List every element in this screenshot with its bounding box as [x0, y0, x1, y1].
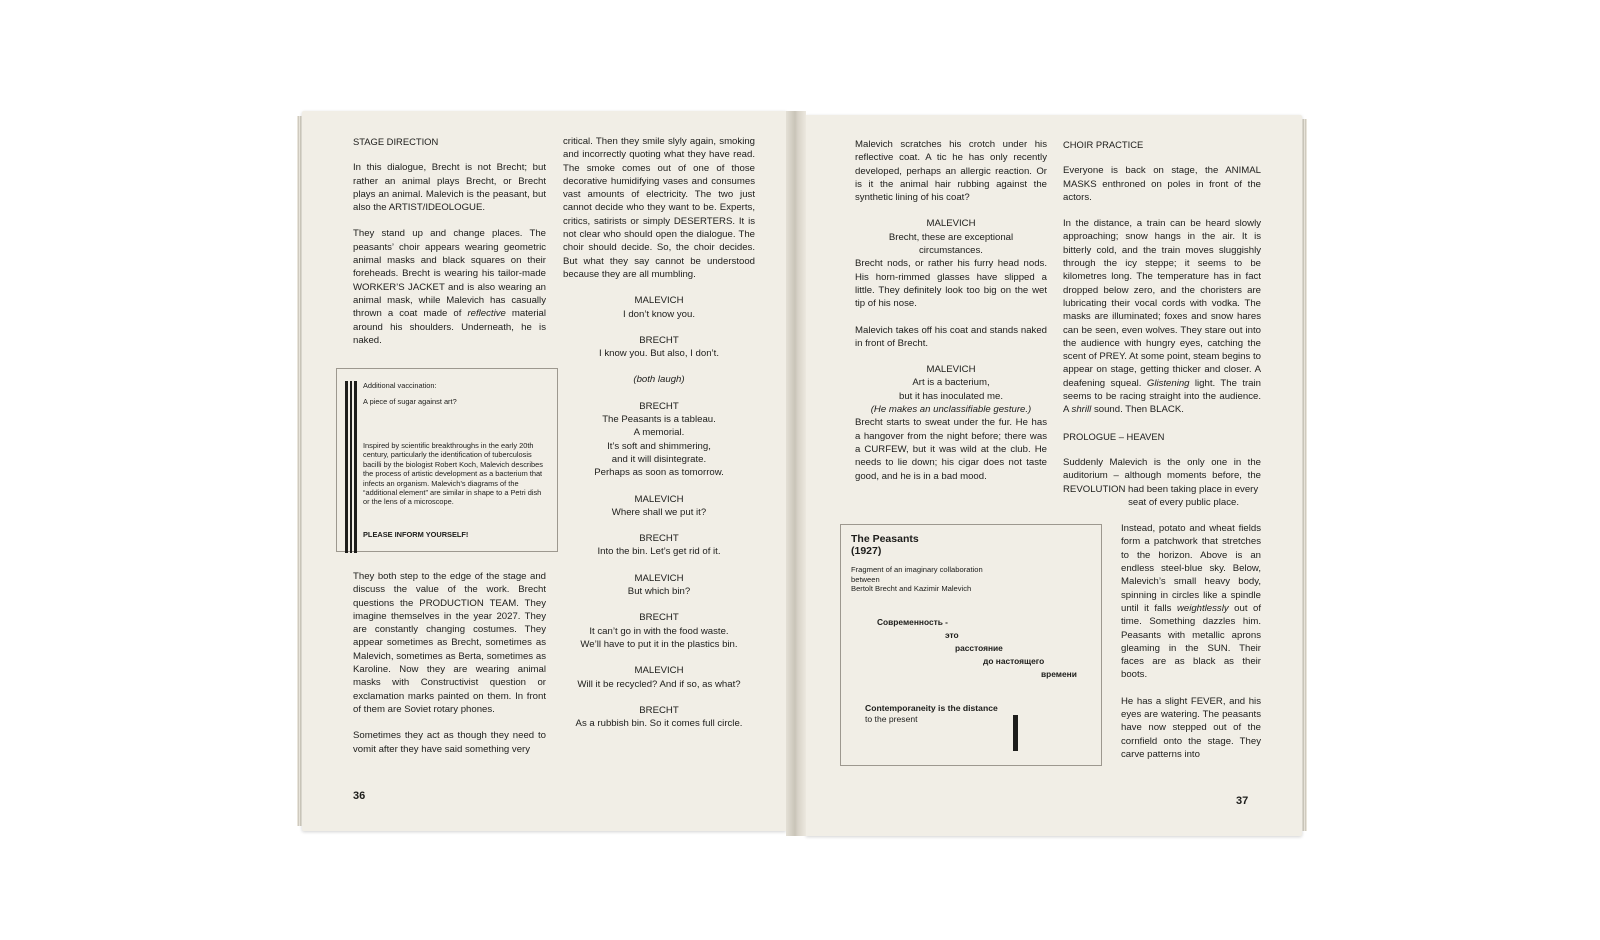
- speaker-name: MALEVICH: [634, 493, 684, 505]
- dialogue-line: It’s soft and shimmering,: [607, 440, 711, 452]
- dialogue-line: A memorial.: [633, 427, 685, 439]
- dialogue-line: Will it be recycled? And if so, as what?: [577, 678, 741, 690]
- paragraph: Everyone is back on stage, the ANIMAL MASKS enthroned on poles in front of the actors.: [1063, 165, 1261, 203]
- dialogue-line: Into the bin. Let’s get rid of it.: [597, 546, 721, 558]
- page-number-left: 36: [353, 790, 366, 802]
- dialogue-block: [563, 532, 755, 559]
- speaker-name: MALEVICH: [926, 218, 976, 230]
- paragraph: Sometimes they act as though they need to vomit after they have said something very: [353, 730, 546, 755]
- dialogue-block: [563, 493, 755, 520]
- dialogue-line: Perhaps as soon as tomorrow.: [594, 467, 724, 479]
- speaker-name: BRECHT: [639, 400, 679, 412]
- box-body: Inspired by scientific breakthroughs in the early 20th century, particularly the identification of tuberculosis bacilli by the biologist Robert Koch, Malevich describes the process of artistic development as a bacterium that infects an organism. Malevich’s diagrams of the “additional element” are similar in shape to a Petri dish or the lens of a microscope.: [363, 441, 543, 507]
- stage-direction: (He makes an unclassifiable gesture.): [870, 404, 1032, 416]
- box-cta: PLEASE INFORM YOURSELF!: [363, 530, 469, 539]
- box-subtitle: Fragment of an imaginary collaboration between Bertolt Brecht and Kazimir Malevich: [851, 565, 983, 594]
- box-subtitle: A piece of sugar against art?: [363, 397, 457, 406]
- russian-phrase-2: это: [945, 630, 959, 640]
- dialogue-line: As a rubbish bin. So it comes full circle.: [575, 718, 743, 730]
- paragraph: In the distance, a train can be heard slowly approaching; snow hangs in the air. It is bitterly cold, and the train moves sluggishly through the icy steppe; it seems to be kilometres long. The temperature has in fact dropped below zero, and the choristers are lubricating their vocal cords with vodka. The masks are illuminated; foxes and snow hares can be seen, even wolves. They stare out into the audience with hungry eyes, catching the scent of PREY. At some point, steam begins to appear on stage, getting thicker and closer. A deafening squeal. Glistening light. The train seems to be racing straight into the audience. A shrill sound. Then BLACK.: [1063, 218, 1261, 416]
- dialogue-line: It can’t go in with the food waste.: [589, 625, 729, 637]
- dialogue-block: [855, 363, 1047, 416]
- paragraph: Brecht nods, or rather his furry head nods. His horn-rimmed glasses have slipped a little. They definitely look too big on the wet tip of his nose.: [855, 258, 1047, 310]
- dialogue-line: Art is a bacterium,: [912, 377, 990, 389]
- left-column-1: [353, 135, 546, 360]
- dialogue-line: Brecht, these are exceptional: [888, 231, 1014, 243]
- paragraph: Malevich takes off his coat and stands naked in front of Brecht.: [855, 324, 1047, 349]
- dialogue-line: The Peasants is a tableau.: [602, 414, 716, 426]
- dialogue-line: We’ll have to put it in the plastics bin.: [580, 638, 738, 650]
- box-title: The Peasants (1927): [851, 533, 919, 557]
- left-column-1-lower: [353, 570, 546, 756]
- prologue-heading: PROLOGUE – HEAVEN: [1063, 430, 1165, 442]
- speaker-name: MALEVICH: [634, 572, 684, 584]
- dialogue-block: [563, 704, 755, 731]
- page-number-right: 37: [1236, 795, 1249, 807]
- dialogue-block: [563, 373, 755, 386]
- paragraph: Instead, potato and wheat fields form a patchwork that stretches to the horizon. Above is an endless steel-blue sky. Below, Malevich’s small heavy body, spinning in circles like a spindle until it falls weightlessly out of time. Something dazzles him. Peasants with metallic aprons gleaming in the SUN. Their faces are as black as their boots.: [1121, 523, 1261, 681]
- speaker-name: BRECHT: [639, 533, 679, 545]
- russian-phrase-3: расстояние: [955, 643, 1003, 653]
- book-gutter: [786, 111, 806, 836]
- paragraph: They stand up and change places. The peasants’ choir appears wearing geometric animal masks and black squares on their foreheads. Brecht is wearing his tailor-made WORKER’S JACKET and is also wearing an animal mask, while Malevich has casually thrown a coat made of reflective material around his shoulders. Underneath, he is naked.: [353, 228, 547, 346]
- paragraph: He has a slight FEVER, and his eyes are watering. The peasants have now stepped out of the cornfield onto the stage. They carve patterns into: [1121, 695, 1261, 760]
- dialogue-line: Where shall we put it?: [611, 506, 707, 518]
- dialogue-block: [563, 664, 755, 691]
- speaker-name: BRECHT: [639, 334, 679, 346]
- speaker-name: MALEVICH: [634, 295, 684, 307]
- dialogue-block: [563, 334, 755, 361]
- paragraph: They both step to the edge of the stage and discuss the value of the work. Brecht questions the PRODUCTION TEAM. They imagine themselves in the year 2027. They are constantly changing costumes. They appear sometimes as Brecht, sometimes as Malevich, sometimes as Berta, sometimes as Karoline. Now they are wearing animal masks with Constructivist question or exclamation marks painted on them. In front of them are Soviet rotary phones.: [353, 571, 546, 715]
- russian-phrase-1: Современность -: [877, 617, 948, 627]
- speaker-name: BRECHT: [639, 704, 679, 716]
- dialogue-line: circumstances.: [919, 245, 983, 257]
- dialogue-block: [563, 611, 755, 651]
- dialogue-block: [563, 400, 755, 480]
- dialogue-line: I know you. But also, I don’t.: [599, 348, 719, 360]
- black-bar-graphic: [1013, 715, 1018, 751]
- dialogue-line: but it has inoculated me.: [899, 390, 1003, 402]
- paragraph-end: seat of every public place.: [1128, 496, 1239, 508]
- speaker-name: BRECHT: [639, 612, 679, 624]
- choir-practice-heading: CHOIR PRACTICE: [1063, 139, 1144, 150]
- dialogue-line: But which bin?: [627, 586, 691, 598]
- right-column-1: [855, 138, 1047, 496]
- triple-bar-graphic: [345, 381, 357, 553]
- stage-direction-heading: STAGE DIRECTION: [353, 136, 439, 147]
- dialogue-block: [563, 572, 755, 599]
- dialogue-line: I don’t know you.: [623, 308, 695, 320]
- paragraph: In this dialogue, Brecht is not Brecht; but rather an animal plays Brecht, or Brecht plays an animal. Malevich is the peasant, but also the ARTIST/IDEOLOGUE.: [353, 162, 546, 214]
- vaccination-info-box: [336, 368, 558, 552]
- dialogue-block: [855, 217, 1047, 257]
- russian-phrase-5: времени: [1041, 669, 1077, 679]
- right-column-2: [1063, 138, 1261, 774]
- speaker-name: MALEVICH: [634, 665, 684, 677]
- russian-phrase-4: до настоящего: [983, 656, 1045, 666]
- paragraph: critical. Then they smile slyly again, smoking and incorrectly quoting what they have read. The smoke comes out of one of those decorative humidifying vases and consumes vast amounts of electricity. The two just cannot decide who they want to be. Experts, critics, satirists or simply DESERTERS. It is not clear who should open the dialogue. The choir should decide. So, the choir decides. But what they say cannot be understood because they are all mumbling.: [563, 136, 755, 280]
- stage-direction: (both laugh): [633, 374, 685, 386]
- paragraph: Malevich scratches his crotch under his reflective coat. A tic he has only recently developed, perhaps an allergic reaction. Or is it the animal hair rubbing against the synthetic lining of his coat?: [855, 139, 1047, 204]
- left-column-2: [563, 135, 755, 743]
- box-english-translation: Contemporaneity is the distance to the present: [865, 703, 998, 724]
- paragraph: Brecht starts to sweat under the fur. He has a hangover from the night before; there was a CURFEW, but it was wild at the club. He needs to lie down; his cigar does not taste good, and he is in a bad mood.: [855, 417, 1047, 482]
- dialogue-block: [563, 294, 755, 321]
- dialogue-line: and it will disintegrate.: [611, 453, 707, 465]
- paragraph: Suddenly Malevich is the only one in the auditorium – although moments before, the REVOLUTION had been taking place in every: [1063, 456, 1261, 495]
- speaker-name: MALEVICH: [926, 364, 976, 376]
- box-title: Additional vaccination:: [363, 381, 437, 390]
